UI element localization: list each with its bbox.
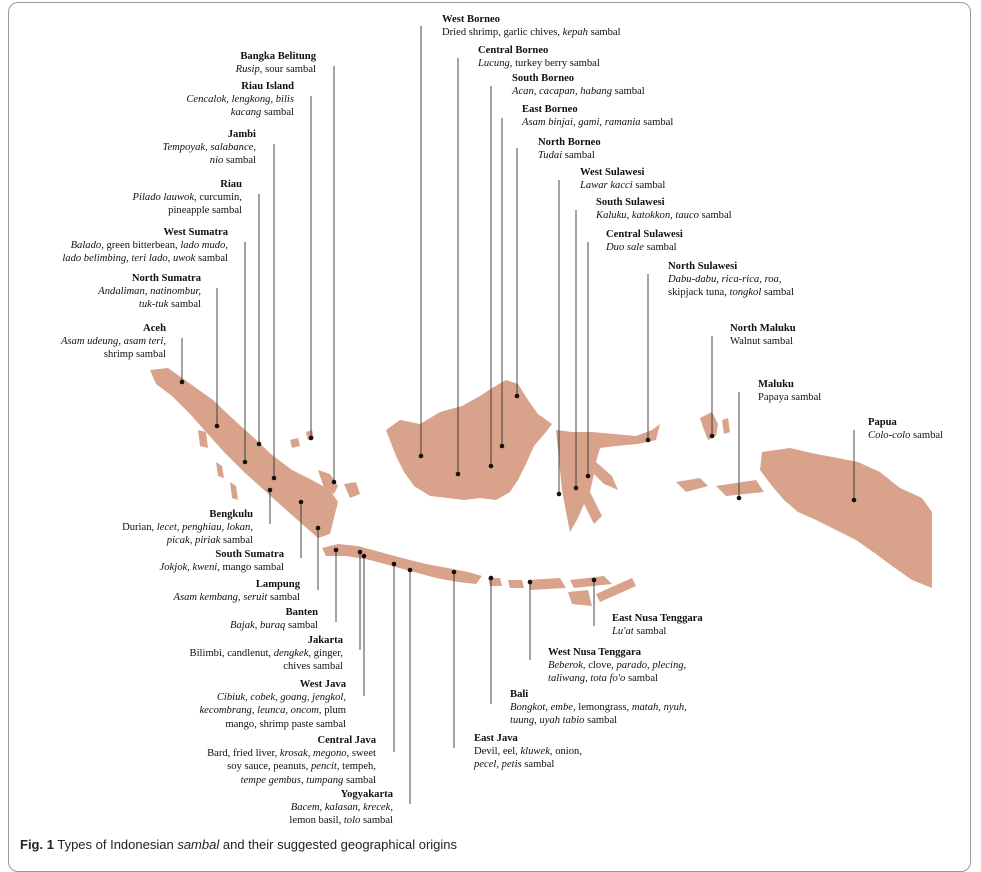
- sambal-list-line: [122, 521, 253, 534]
- sambal-text: sambal: [633, 626, 667, 638]
- sambal-list-line: [133, 191, 242, 204]
- sambal-name-italic: Cibiuk, cobek, goang, jengkol,: [216, 692, 346, 704]
- sambal-list-line: [548, 672, 686, 685]
- sambal-text: Devil, eel,: [474, 746, 521, 758]
- central-sulawesi-label: [606, 228, 683, 254]
- sambal-text: sambal: [285, 620, 318, 632]
- south-sulawesi-dot: [574, 486, 579, 491]
- sambal-name-italic: dengkek: [273, 648, 309, 660]
- sambal-name-italic: Duo sale: [606, 242, 644, 254]
- sambal-list-line: [596, 209, 732, 222]
- region-title: Bali: [510, 689, 529, 700]
- sambal-list-line: [510, 714, 687, 727]
- sambal-name-italic: tuung, uyah tabio: [510, 715, 585, 727]
- sambal-text: ,: [225, 240, 228, 252]
- bengkulu-label: [122, 508, 253, 548]
- east-java-label: [474, 732, 582, 772]
- sambal-name-italic: Tudai: [538, 150, 563, 162]
- sambal-name-italic: parado, plecing,: [616, 660, 687, 672]
- sambal-text: sambal: [587, 27, 621, 39]
- sambal-text: sambal: [625, 673, 658, 685]
- sambal-text: sambal: [360, 815, 393, 827]
- sambal-text: Bard, fried liver,: [207, 748, 280, 760]
- north-sumatra-label: [98, 272, 201, 312]
- west-nusa-tenggara-dot: [528, 580, 533, 585]
- sambal-list-line: [868, 429, 943, 442]
- bali-dot: [489, 576, 494, 581]
- sambal-name-italic: kepah: [562, 27, 588, 39]
- sambal-list-line: [606, 241, 683, 254]
- sambal-name-italic: lado belimbing, teri lado, uwok: [62, 253, 196, 265]
- west-nusa-tenggara-label: [548, 646, 686, 686]
- riau-island-label: [186, 80, 294, 120]
- central-borneo-dot: [456, 472, 461, 477]
- sambal-name-italic: Pilado lauwok: [132, 192, 195, 204]
- riau-label: [133, 178, 242, 218]
- region-title: Riau: [220, 179, 242, 190]
- sambal-list-line: [230, 619, 318, 632]
- sambal-list-line: [478, 57, 600, 70]
- west-java-label: [199, 678, 346, 731]
- sambal-list-line: [668, 286, 794, 299]
- sambal-text: , onion,: [549, 746, 582, 758]
- caption-text-before: Types of Indonesian: [57, 837, 178, 852]
- sambal-list-line: [289, 801, 393, 814]
- region-title: Jakarta: [307, 635, 343, 646]
- sambal-list-line: [61, 348, 166, 361]
- west-sumatra-dot: [243, 460, 248, 465]
- sambal-name-italic: Asam binjai, gami, ramania: [522, 117, 641, 129]
- east-nusa-tenggara-dot: [592, 578, 597, 583]
- sambal-text: sambal: [562, 150, 595, 162]
- region-title: Yogyakarta: [340, 789, 393, 800]
- sambal-list-line: [62, 239, 228, 252]
- north-borneo-dot: [515, 394, 520, 399]
- sambal-name-italic: Bongkot, embe: [510, 702, 573, 714]
- sambal-name-italic: tongkol: [729, 287, 762, 299]
- papua-label: [868, 416, 943, 442]
- jakarta-label: [190, 634, 343, 674]
- sambal-name-italic: kluwek: [520, 746, 550, 758]
- sambal-list-line: [207, 747, 376, 760]
- sambal-name-italic: kacang: [230, 107, 262, 119]
- sambal-name-italic: Beberok: [548, 660, 583, 672]
- sambal-name-italic: Asam kembang, seruit: [173, 592, 268, 604]
- sambal-list-line: [207, 774, 376, 787]
- banten-dot: [334, 548, 339, 553]
- sambal-list-line: [730, 335, 796, 348]
- region-title: Jambi: [227, 129, 256, 140]
- sambal-name-italic: taliwang, tota fo'o: [548, 673, 626, 685]
- region-title: South Borneo: [512, 73, 575, 84]
- region-title: East Borneo: [522, 104, 578, 115]
- caption-label: Fig. 1: [20, 837, 54, 852]
- sambal-name-italic: Balado: [70, 240, 102, 252]
- jambi-dot: [272, 476, 277, 481]
- papua-island: [760, 448, 932, 588]
- north-maluku-dot: [710, 434, 715, 439]
- north-sumatra-dot: [215, 424, 220, 429]
- lampung-label: [173, 578, 300, 604]
- region-title: East Nusa Tenggara: [612, 613, 703, 624]
- sambal-list-line: [173, 591, 300, 604]
- sambal-name-italic: lado mudo: [180, 240, 226, 252]
- sambal-text: , green bitterbean,: [101, 240, 181, 252]
- bali-label: [510, 688, 687, 728]
- sambal-list-line: [442, 26, 621, 39]
- aceh-label: [61, 322, 166, 362]
- sambal-text: sambal: [267, 592, 300, 604]
- sambal-list-line: [236, 63, 316, 76]
- sambal-text: soy sauce, peanuts,: [227, 761, 311, 773]
- sambal-text: pineapple sambal: [168, 205, 242, 217]
- sambal-list-line: [199, 704, 346, 717]
- south-sulawesi-label: [596, 196, 732, 222]
- sambal-name-italic: Cencalok, lengkong, bilis: [186, 94, 294, 106]
- sambal-list-line: [163, 154, 256, 167]
- sambal-text: Walnut sambal: [730, 336, 793, 348]
- sambal-name-italic: Bajak, buraq: [230, 620, 286, 632]
- region-title: West Java: [299, 679, 346, 690]
- bengkulu-dot: [268, 488, 273, 493]
- sambal-text: sambal: [761, 287, 794, 299]
- sambal-text: lemon basil,: [289, 815, 344, 827]
- sambal-text: chives sambal: [283, 661, 343, 673]
- mentawai-islands: [216, 462, 238, 500]
- east-nusa-tenggara-label: [612, 612, 703, 638]
- sambal-name-italic: Lucung: [478, 58, 510, 70]
- sambal-list-line: [668, 273, 794, 286]
- region-title: West Sumatra: [163, 227, 228, 238]
- sambal-list-line: [199, 718, 346, 731]
- region-title: South Sumatra: [215, 549, 284, 560]
- east-borneo-dot: [500, 444, 505, 449]
- sambal-list-line: [474, 758, 582, 771]
- north-sulawesi-label: [668, 260, 794, 300]
- sambal-name-italic: Lawar kacci: [580, 180, 633, 192]
- sambal-list-line: [62, 252, 228, 265]
- sambal-text: , lemongrass,: [572, 702, 632, 714]
- sambal-text: sambal: [612, 86, 645, 98]
- region-title: North Borneo: [538, 137, 601, 148]
- caption-text-italic: sambal: [177, 837, 220, 852]
- sambal-list-line: [61, 335, 166, 348]
- sulawesi-island: [556, 424, 660, 532]
- sambal-text: Papaya sambal: [758, 392, 822, 404]
- sambal-text: skipjack tuna,: [668, 287, 730, 299]
- south-sumatra-dot: [299, 500, 304, 505]
- west-sulawesi-dot: [557, 492, 562, 497]
- sambal-list-line: [758, 391, 821, 404]
- sambal-text: sambal: [220, 535, 253, 547]
- sambal-text: sambal: [584, 715, 618, 727]
- lampung-dot: [316, 526, 321, 531]
- sambal-text: shrimp sambal: [103, 349, 166, 361]
- sambal-text: mango, shrimp paste sambal: [225, 718, 346, 730]
- sambal-list-line: [190, 660, 343, 673]
- bangka-belitung-dot: [332, 480, 337, 485]
- sambal-list-line: [190, 647, 343, 660]
- jakarta-dot: [358, 550, 363, 555]
- borneo-island: [386, 380, 552, 500]
- sambal-text: Bilimbi, candlenut,: [189, 648, 274, 660]
- sambal-name-italic: Rusip: [235, 64, 260, 76]
- region-title: South Sulawesi: [596, 197, 665, 208]
- region-title: Lampung: [255, 579, 300, 590]
- maluku-label: [758, 378, 821, 404]
- sambal-text: , turkey berry sambal: [509, 58, 600, 70]
- region-title: Bangka Belitung: [240, 51, 316, 62]
- sambal-text: sambal: [343, 774, 376, 786]
- sambal-list-line: [186, 93, 294, 106]
- region-title: Central Borneo: [478, 45, 549, 56]
- sambal-list-line: [612, 625, 703, 638]
- lombok-sumbawa: [508, 578, 566, 590]
- caption-text-after: and their suggested geographical origins: [219, 837, 458, 852]
- sambal-name-italic: picak, piriak: [166, 535, 221, 547]
- sambal-name-italic: Acan, cacapan, habang: [512, 86, 613, 98]
- sambal-name-italic: lecet, penghiau, lokan,: [156, 522, 253, 534]
- central-borneo-label: [478, 44, 600, 70]
- belitung-island: [344, 482, 360, 498]
- region-title: Aceh: [143, 323, 166, 334]
- region-title: Papua: [868, 417, 897, 428]
- region-title: North Sulawesi: [668, 261, 738, 272]
- sambal-name-italic: tempe gembus, tumpang: [240, 774, 344, 786]
- sambal-text: , sour sambal: [259, 64, 316, 76]
- sambal-text: Dried shrimp, garlic chives,: [442, 27, 563, 39]
- sambal-list-line: [98, 285, 201, 298]
- maluku-islands: [676, 412, 764, 496]
- south-borneo-dot: [489, 464, 494, 469]
- sambal-name-italic: Lu'at: [612, 626, 634, 638]
- sambal-name-italic: kecombrang, leunca, oncom: [199, 705, 319, 717]
- south-borneo-label: [512, 72, 645, 98]
- sambal-name-italic: Asam udeung, asam teri: [60, 336, 164, 348]
- north-sulawesi-dot: [646, 438, 651, 443]
- sambal-text: sambal: [261, 107, 294, 119]
- riau-island-dot: [309, 436, 314, 441]
- sambal-list-line: [122, 534, 253, 547]
- region-title: Central Java: [317, 735, 376, 746]
- sambal-text: , tempeh,: [336, 761, 376, 773]
- sambal-name-italic: tuk-tuk: [138, 299, 169, 311]
- east-borneo-label: [522, 103, 673, 129]
- riau-dot: [257, 442, 262, 447]
- region-title: West Nusa Tenggara: [548, 647, 642, 658]
- sambal-name-italic: Tempoyak, salabance,: [162, 142, 256, 154]
- sambal-name-italic: tolo: [343, 815, 361, 827]
- sambal-text: sambal: [643, 242, 677, 254]
- figure-caption: [20, 837, 457, 852]
- west-sumatra-label: [62, 226, 228, 266]
- bangka-belitung-label: [236, 50, 316, 76]
- sambal-list-line: [98, 298, 201, 311]
- sambal-text: , mango sambal: [217, 562, 284, 574]
- sambal-name-italic: Bacem, kalasan, krecek: [290, 802, 391, 814]
- sambal-text: sambal: [632, 180, 666, 192]
- sambal-text: sambal: [223, 155, 256, 167]
- maluku-dot: [737, 496, 742, 501]
- banten-label: [230, 606, 318, 632]
- sambal-text: ,: [390, 802, 393, 814]
- jambi-label: [163, 128, 256, 168]
- east-java-dot: [452, 570, 457, 575]
- sambal-list-line: [186, 106, 294, 119]
- sambal-name-italic: Andaliman, natinombur,: [98, 286, 201, 298]
- sambal-text: , curcumin,: [194, 192, 242, 204]
- sambal-name-italic: Kaluku, katokkon, tauco: [596, 210, 699, 222]
- region-title: Maluku: [758, 379, 794, 390]
- sambal-name-italic: nio: [209, 155, 224, 167]
- west-borneo-label: [442, 13, 621, 39]
- sambal-name-italic: pencit: [310, 761, 337, 773]
- sambal-text: ,: [163, 336, 166, 348]
- sambal-text: , sweet: [346, 748, 376, 760]
- central-sulawesi-dot: [586, 474, 591, 479]
- north-maluku-label: [730, 322, 796, 348]
- yogyakarta-label: [289, 788, 393, 828]
- sambal-text: sambal: [698, 210, 732, 222]
- sambal-text: , plum: [318, 705, 346, 717]
- sambal-text: sambal: [195, 253, 228, 265]
- central-java-label: [207, 734, 376, 787]
- sambal-name-italic: matah, nyuh,: [631, 702, 687, 714]
- sambal-text: , clove,: [582, 660, 617, 672]
- region-title: Banten: [285, 607, 318, 618]
- region-title: East Java: [474, 733, 518, 744]
- sambal-list-line: [512, 85, 645, 98]
- sambal-text: sambal: [640, 117, 674, 129]
- flores-timor: [568, 576, 636, 606]
- west-java-dot: [362, 554, 367, 559]
- sambal-text: sambal: [910, 430, 944, 442]
- region-title: Bengkulu: [209, 509, 253, 520]
- sambal-list-line: [474, 745, 582, 758]
- java-island: [322, 544, 482, 584]
- sambal-list-line: [538, 149, 601, 162]
- sambal-list-line: [199, 691, 346, 704]
- nias-island: [198, 430, 208, 448]
- sambal-name-italic: Jokjok, kweni: [159, 562, 218, 574]
- papua-dot: [852, 498, 857, 503]
- sambal-name-italic: Dabu-dabu, rica-rica, roa,: [668, 274, 782, 286]
- sambal-list-line: [163, 141, 256, 154]
- sambal-list-line: [548, 659, 686, 672]
- sambal-list-line: [207, 760, 376, 773]
- region-title: Riau Island: [241, 81, 294, 92]
- sambal-text: sambal: [168, 299, 201, 311]
- sambal-list-line: [522, 116, 673, 129]
- west-borneo-dot: [419, 454, 424, 459]
- north-borneo-label: [538, 136, 601, 162]
- sambal-list-line: [510, 701, 687, 714]
- south-sumatra-label: [160, 548, 284, 574]
- west-sulawesi-label: [580, 166, 665, 192]
- sambal-name-italic: Colo-colo: [868, 430, 911, 442]
- region-title: North Sumatra: [131, 273, 201, 284]
- central-java-dot: [392, 562, 397, 567]
- region-title: Central Sulawesi: [606, 229, 683, 240]
- region-title: North Maluku: [730, 323, 796, 334]
- sambal-text: Durian,: [122, 522, 157, 534]
- region-title: West Sulawesi: [580, 167, 645, 178]
- region-title: West Borneo: [442, 14, 500, 25]
- aceh-dot: [180, 380, 185, 385]
- sambal-name-italic: krosak, megono: [279, 748, 347, 760]
- sambal-text: sambal: [521, 759, 555, 771]
- sambal-list-line: [580, 179, 665, 192]
- sambal-list-line: [160, 561, 284, 574]
- sambal-text: , ginger,: [308, 648, 343, 660]
- yogyakarta-dot: [408, 568, 413, 573]
- sambal-name-italic: pecel, petis: [474, 759, 522, 771]
- sambal-list-line: [289, 814, 393, 827]
- sambal-list-line: [133, 204, 242, 217]
